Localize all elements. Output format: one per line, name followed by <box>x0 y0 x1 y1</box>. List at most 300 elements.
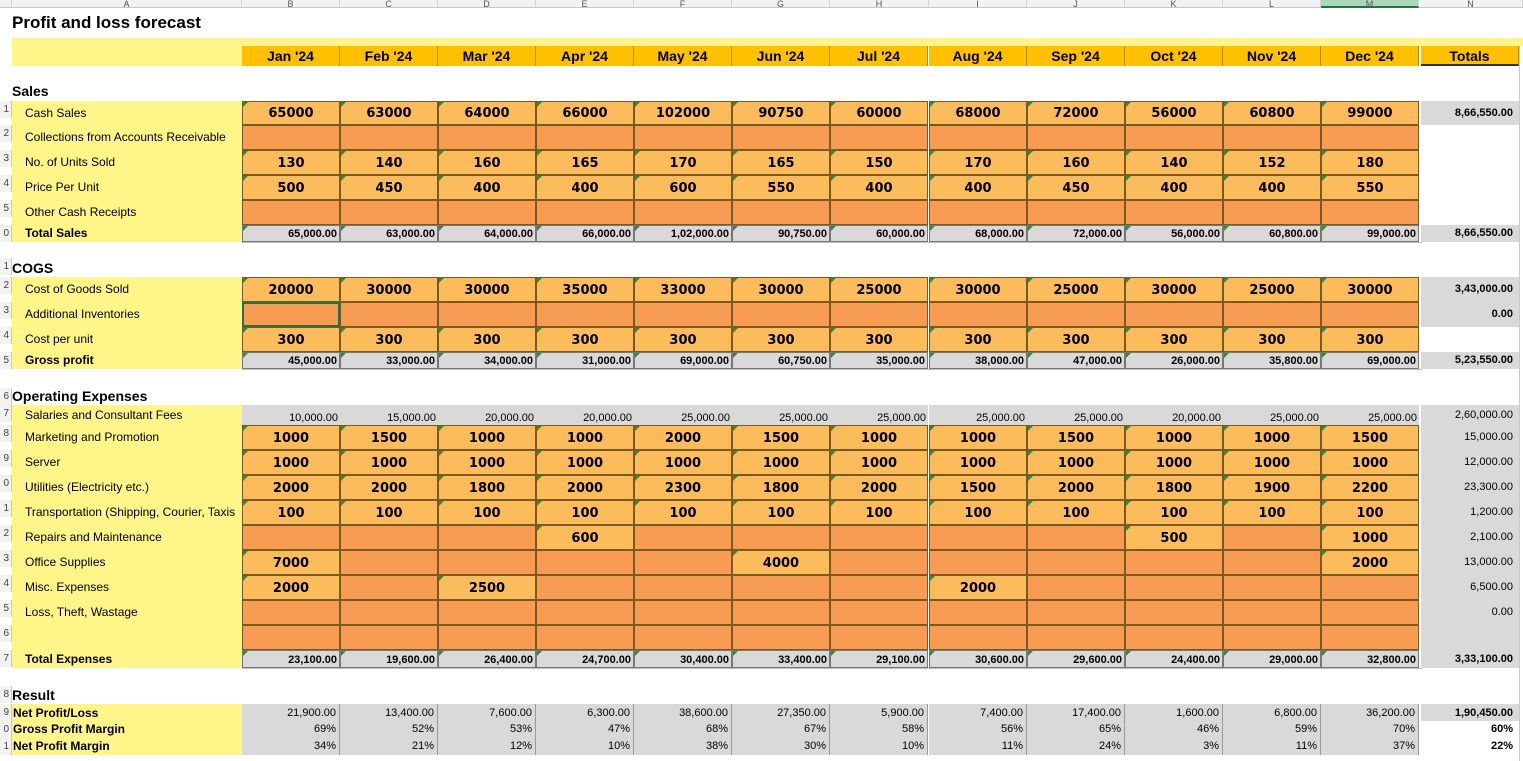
cell-repairs-6[interactable] <box>830 525 928 550</box>
cell-total_sales-4[interactable]: 1,02,000.00 <box>634 225 732 242</box>
cell-collections-9[interactable] <box>1125 125 1223 150</box>
cell-other_cash-5[interactable] <box>732 200 830 225</box>
cell-misc-1[interactable] <box>340 575 438 600</box>
cell-total_exp-8[interactable]: 29,600.00 <box>1027 650 1125 668</box>
cell-total_exp-11[interactable]: 32,800.00 <box>1321 650 1419 668</box>
cell-collections-10[interactable] <box>1223 125 1321 150</box>
cell-misc-10[interactable] <box>1223 575 1321 600</box>
cell-add_inv-6[interactable] <box>830 302 928 327</box>
cell-gross_profit-6[interactable]: 35,000.00 <box>830 352 928 369</box>
cell-np_margin-11[interactable]: 37% <box>1321 738 1419 755</box>
cell-repairs-5[interactable] <box>732 525 830 550</box>
cell-units_sold-6[interactable]: 150 <box>830 150 928 175</box>
cell-np_margin-4[interactable]: 38% <box>634 738 732 755</box>
cell-other_cash-2[interactable] <box>438 200 536 225</box>
cell-cogs_sold-7[interactable]: 30000 <box>929 277 1027 302</box>
cell-utilities-5[interactable]: 1800 <box>732 475 830 500</box>
row-number[interactable]: 3 <box>0 302 12 319</box>
cell-server-10[interactable]: 1000 <box>1223 450 1321 475</box>
cell-np_margin-7[interactable]: 11% <box>929 738 1027 755</box>
cell-units_sold-7[interactable]: 170 <box>929 150 1027 175</box>
cell-collections-11[interactable] <box>1321 125 1419 150</box>
cell-transport-7[interactable]: 100 <box>929 500 1027 525</box>
cell-blank-5[interactable] <box>732 625 830 650</box>
cell-collections-4[interactable] <box>634 125 732 150</box>
cell-total_sales-6[interactable]: 60,000.00 <box>830 225 928 242</box>
row-number[interactable]: 5 <box>0 600 12 617</box>
cell-gp_margin-6[interactable]: 58% <box>830 721 928 738</box>
cell-repairs-8[interactable] <box>1027 525 1125 550</box>
cell-loss-5[interactable] <box>732 600 830 625</box>
cell-net_profit-10[interactable]: 6,800.00 <box>1223 704 1321 722</box>
cell-other_cash-0[interactable] <box>242 200 340 225</box>
cell-cost_unit-3[interactable]: 300 <box>536 327 634 352</box>
cell-net_profit-8[interactable]: 17,400.00 <box>1027 704 1125 722</box>
cell-total_exp-3[interactable]: 24,700.00 <box>536 650 634 668</box>
cell-marketing-6[interactable]: 1000 <box>830 425 928 450</box>
cell-server-1[interactable]: 1000 <box>340 450 438 475</box>
cell-salaries-2[interactable]: 20,000.00 <box>438 405 536 425</box>
cell-cost_unit-1[interactable]: 300 <box>340 327 438 352</box>
cell-cost_unit-0[interactable]: 300 <box>242 327 340 352</box>
cell-collections-8[interactable] <box>1027 125 1125 150</box>
cell-units_sold-3[interactable]: 165 <box>536 150 634 175</box>
cell-transport-5[interactable]: 100 <box>732 500 830 525</box>
cell-blank-1[interactable] <box>340 625 438 650</box>
cell-utilities-11[interactable]: 2200 <box>1321 475 1419 500</box>
cell-np_margin-6[interactable]: 10% <box>830 738 928 755</box>
total-salaries[interactable]: 2,60,000.00 <box>1421 405 1519 425</box>
cell-net_profit-11[interactable]: 36,200.00 <box>1321 704 1419 722</box>
cell-np_margin-10[interactable]: 11% <box>1223 738 1321 755</box>
cell-loss-3[interactable] <box>536 600 634 625</box>
total-net_profit[interactable]: 1,90,450.00 <box>1421 704 1519 722</box>
cell-loss-1[interactable] <box>340 600 438 625</box>
month-header-7[interactable]: Aug '24 <box>929 46 1027 66</box>
cell-office-1[interactable] <box>340 550 438 575</box>
cell-office-0[interactable]: 7000 <box>242 550 340 575</box>
cell-transport-9[interactable]: 100 <box>1125 500 1223 525</box>
cell-cost_unit-9[interactable]: 300 <box>1125 327 1223 352</box>
cell-marketing-1[interactable]: 1500 <box>340 425 438 450</box>
cell-cash_sales-11[interactable]: 99000 <box>1321 101 1419 125</box>
cell-other_cash-11[interactable] <box>1321 200 1419 225</box>
cell-cogs_sold-4[interactable]: 33000 <box>634 277 732 302</box>
row-number[interactable]: 7 <box>0 405 12 422</box>
cell-gross_profit-3[interactable]: 31,000.00 <box>536 352 634 369</box>
cell-np_margin-9[interactable]: 3% <box>1125 738 1223 755</box>
column-header-F[interactable]: F <box>634 0 732 8</box>
cell-loss-9[interactable] <box>1125 600 1223 625</box>
cell-salaries-0[interactable]: 10,000.00 <box>242 405 340 425</box>
cell-add_inv-4[interactable] <box>634 302 732 327</box>
cell-collections-7[interactable] <box>929 125 1027 150</box>
total-np_margin[interactable]: 22% <box>1421 738 1519 755</box>
cell-cost_unit-6[interactable]: 300 <box>830 327 928 352</box>
cell-cogs_sold-6[interactable]: 25000 <box>830 277 928 302</box>
cell-salaries-4[interactable]: 25,000.00 <box>634 405 732 425</box>
cell-cash_sales-2[interactable]: 64000 <box>438 101 536 125</box>
cell-total_sales-0[interactable]: 65,000.00 <box>242 225 340 242</box>
cell-blank-3[interactable] <box>536 625 634 650</box>
cell-gp_margin-7[interactable]: 56% <box>929 721 1027 738</box>
cell-transport-1[interactable]: 100 <box>340 500 438 525</box>
cell-units_sold-10[interactable]: 152 <box>1223 150 1321 175</box>
cell-transport-0[interactable]: 100 <box>242 500 340 525</box>
cell-other_cash-9[interactable] <box>1125 200 1223 225</box>
cell-np_margin-1[interactable]: 21% <box>340 738 438 755</box>
cell-add_inv-11[interactable] <box>1321 302 1419 327</box>
cell-transport-2[interactable]: 100 <box>438 500 536 525</box>
cell-repairs-4[interactable] <box>634 525 732 550</box>
cell-utilities-8[interactable]: 2000 <box>1027 475 1125 500</box>
month-header-11[interactable]: Dec '24 <box>1321 46 1419 66</box>
row-number[interactable]: 5 <box>0 200 12 217</box>
cell-collections-3[interactable] <box>536 125 634 150</box>
cell-office-3[interactable] <box>536 550 634 575</box>
cell-cogs_sold-1[interactable]: 30000 <box>340 277 438 302</box>
cell-transport-6[interactable]: 100 <box>830 500 928 525</box>
cell-cash_sales-8[interactable]: 72000 <box>1027 101 1125 125</box>
cell-salaries-1[interactable]: 15,000.00 <box>340 405 438 425</box>
cell-gross_profit-5[interactable]: 60,750.00 <box>732 352 830 369</box>
total-other_cash[interactable] <box>1421 200 1519 225</box>
cell-utilities-1[interactable]: 2000 <box>340 475 438 500</box>
cell-add_inv-10[interactable] <box>1223 302 1321 327</box>
column-header-I[interactable]: I <box>929 0 1027 8</box>
cell-total_exp-10[interactable]: 29,000.00 <box>1223 650 1321 668</box>
month-header-2[interactable]: Mar '24 <box>438 46 536 66</box>
cell-transport-3[interactable]: 100 <box>536 500 634 525</box>
cell-utilities-9[interactable]: 1800 <box>1125 475 1223 500</box>
cell-total_exp-0[interactable]: 23,100.00 <box>242 650 340 668</box>
cell-salaries-5[interactable]: 25,000.00 <box>732 405 830 425</box>
cell-misc-11[interactable] <box>1321 575 1419 600</box>
cell-net_profit-2[interactable]: 7,600.00 <box>438 704 536 722</box>
cell-loss-8[interactable] <box>1027 600 1125 625</box>
column-header-K[interactable]: K <box>1125 0 1223 8</box>
row-number[interactable]: 9 <box>0 704 12 721</box>
cell-utilities-2[interactable]: 1800 <box>438 475 536 500</box>
cell-total_sales-9[interactable]: 56,000.00 <box>1125 225 1223 242</box>
cell-loss-4[interactable] <box>634 600 732 625</box>
cell-loss-2[interactable] <box>438 600 536 625</box>
cell-cost_unit-2[interactable]: 300 <box>438 327 536 352</box>
cell-server-3[interactable]: 1000 <box>536 450 634 475</box>
total-repairs[interactable]: 2,100.00 <box>1421 525 1519 550</box>
cell-total_exp-4[interactable]: 30,400.00 <box>634 650 732 668</box>
cell-marketing-4[interactable]: 2000 <box>634 425 732 450</box>
total-cost_unit[interactable] <box>1421 327 1519 352</box>
row-number[interactable]: 2 <box>0 125 12 142</box>
row-number[interactable]: 7 <box>0 650 12 667</box>
column-header-D[interactable]: D <box>438 0 536 8</box>
cell-price_unit-6[interactable]: 400 <box>830 175 928 200</box>
month-header-10[interactable]: Nov '24 <box>1223 46 1321 66</box>
cell-gp_margin-2[interactable]: 53% <box>438 721 536 738</box>
cell-cash_sales-4[interactable]: 102000 <box>634 101 732 125</box>
month-header-4[interactable]: May '24 <box>634 46 732 66</box>
row-number[interactable]: 8 <box>0 425 12 442</box>
cell-cogs_sold-3[interactable]: 35000 <box>536 277 634 302</box>
cell-gp_margin-8[interactable]: 65% <box>1027 721 1125 738</box>
total-price_unit[interactable] <box>1421 175 1519 200</box>
cell-units_sold-4[interactable]: 170 <box>634 150 732 175</box>
cell-cogs_sold-0[interactable]: 20000 <box>242 277 340 302</box>
cell-net_profit-5[interactable]: 27,350.00 <box>732 704 830 722</box>
cell-salaries-3[interactable]: 20,000.00 <box>536 405 634 425</box>
column-header-L[interactable]: L <box>1223 0 1321 8</box>
cell-cost_unit-8[interactable]: 300 <box>1027 327 1125 352</box>
month-header-0[interactable]: Jan '24 <box>242 46 340 66</box>
month-header-8[interactable]: Sep '24 <box>1027 46 1125 66</box>
cell-units_sold-11[interactable]: 180 <box>1321 150 1419 175</box>
cell-repairs-1[interactable] <box>340 525 438 550</box>
cell-add_inv-9[interactable] <box>1125 302 1223 327</box>
cell-office-6[interactable] <box>830 550 928 575</box>
cell-server-9[interactable]: 1000 <box>1125 450 1223 475</box>
cell-price_unit-10[interactable]: 400 <box>1223 175 1321 200</box>
row-number[interactable]: 4 <box>0 327 12 344</box>
total-total_sales[interactable]: 8,66,550.00 <box>1421 225 1519 242</box>
cell-cash_sales-6[interactable]: 60000 <box>830 101 928 125</box>
cell-net_profit-4[interactable]: 38,600.00 <box>634 704 732 722</box>
column-header-C[interactable]: C <box>340 0 438 8</box>
cell-gp_margin-1[interactable]: 52% <box>340 721 438 738</box>
cell-blank-0[interactable] <box>242 625 340 650</box>
cell-other_cash-8[interactable] <box>1027 200 1125 225</box>
cell-marketing-3[interactable]: 1000 <box>536 425 634 450</box>
cell-total_sales-2[interactable]: 64,000.00 <box>438 225 536 242</box>
cell-blank-7[interactable] <box>929 625 1027 650</box>
cell-repairs-3[interactable]: 600 <box>536 525 634 550</box>
cell-office-8[interactable] <box>1027 550 1125 575</box>
cell-cogs_sold-2[interactable]: 30000 <box>438 277 536 302</box>
cell-repairs-9[interactable]: 500 <box>1125 525 1223 550</box>
cell-transport-4[interactable]: 100 <box>634 500 732 525</box>
cell-misc-8[interactable] <box>1027 575 1125 600</box>
cell-loss-7[interactable] <box>929 600 1027 625</box>
cell-gross_profit-1[interactable]: 33,000.00 <box>340 352 438 369</box>
row-number[interactable]: 3 <box>0 550 12 567</box>
cell-marketing-2[interactable]: 1000 <box>438 425 536 450</box>
total-server[interactable]: 12,000.00 <box>1421 450 1519 475</box>
cell-total_exp-6[interactable]: 29,100.00 <box>830 650 928 668</box>
row-number[interactable]: 4 <box>0 575 12 592</box>
cell-cogs_sold-8[interactable]: 25000 <box>1027 277 1125 302</box>
column-header-H[interactable]: H <box>830 0 929 8</box>
cell-units_sold-8[interactable]: 160 <box>1027 150 1125 175</box>
cell-misc-3[interactable] <box>536 575 634 600</box>
row-number[interactable]: 1 <box>0 500 12 517</box>
cell-repairs-10[interactable] <box>1223 525 1321 550</box>
cell-utilities-0[interactable]: 2000 <box>242 475 340 500</box>
cell-server-11[interactable]: 1000 <box>1321 450 1419 475</box>
cell-units_sold-0[interactable]: 130 <box>242 150 340 175</box>
cell-salaries-10[interactable]: 25,000.00 <box>1223 405 1321 425</box>
cell-units_sold-2[interactable]: 160 <box>438 150 536 175</box>
cell-utilities-6[interactable]: 2000 <box>830 475 928 500</box>
cell-net_profit-9[interactable]: 1,600.00 <box>1125 704 1223 722</box>
cell-marketing-7[interactable]: 1000 <box>929 425 1027 450</box>
cell-collections-2[interactable] <box>438 125 536 150</box>
row-number[interactable]: 0 <box>0 225 12 242</box>
cell-repairs-11[interactable]: 1000 <box>1321 525 1419 550</box>
cell-np_margin-2[interactable]: 12% <box>438 738 536 755</box>
cell-other_cash-3[interactable] <box>536 200 634 225</box>
cell-gross_profit-10[interactable]: 35,800.00 <box>1223 352 1321 369</box>
cell-collections-6[interactable] <box>830 125 928 150</box>
cell-add_inv-0[interactable] <box>242 302 340 327</box>
cell-gp_margin-11[interactable]: 70% <box>1321 721 1419 738</box>
cell-server-7[interactable]: 1000 <box>929 450 1027 475</box>
cell-net_profit-1[interactable]: 13,400.00 <box>340 704 438 722</box>
cell-total_sales-1[interactable]: 63,000.00 <box>340 225 438 242</box>
total-cogs_sold[interactable]: 3,43,000.00 <box>1421 277 1519 302</box>
cell-gp_margin-10[interactable]: 59% <box>1223 721 1321 738</box>
column-header-G[interactable]: G <box>732 0 830 8</box>
cell-transport-11[interactable]: 100 <box>1321 500 1419 525</box>
row-number[interactable]: 3 <box>0 150 12 167</box>
cell-price_unit-0[interactable]: 500 <box>242 175 340 200</box>
cell-marketing-0[interactable]: 1000 <box>242 425 340 450</box>
cell-marketing-9[interactable]: 1000 <box>1125 425 1223 450</box>
column-header-B[interactable]: B <box>242 0 340 8</box>
month-header-5[interactable]: Jun '24 <box>732 46 830 66</box>
cell-cost_unit-4[interactable]: 300 <box>634 327 732 352</box>
cell-total_sales-11[interactable]: 99,000.00 <box>1321 225 1419 242</box>
cell-total_sales-8[interactable]: 72,000.00 <box>1027 225 1125 242</box>
cell-utilities-10[interactable]: 1900 <box>1223 475 1321 500</box>
cell-price_unit-8[interactable]: 450 <box>1027 175 1125 200</box>
row-number[interactable]: 2 <box>0 277 12 294</box>
cell-server-5[interactable]: 1000 <box>732 450 830 475</box>
cell-collections-5[interactable] <box>732 125 830 150</box>
cell-repairs-7[interactable] <box>929 525 1027 550</box>
cell-cost_unit-5[interactable]: 300 <box>732 327 830 352</box>
cell-office-10[interactable] <box>1223 550 1321 575</box>
cell-salaries-9[interactable]: 20,000.00 <box>1125 405 1223 425</box>
cell-server-8[interactable]: 1000 <box>1027 450 1125 475</box>
cell-price_unit-11[interactable]: 550 <box>1321 175 1419 200</box>
cell-office-11[interactable]: 2000 <box>1321 550 1419 575</box>
cell-blank-8[interactable] <box>1027 625 1125 650</box>
total-add_inv[interactable]: 0.00 <box>1421 302 1519 327</box>
cell-gp_margin-4[interactable]: 68% <box>634 721 732 738</box>
cell-server-0[interactable]: 1000 <box>242 450 340 475</box>
cell-total_exp-5[interactable]: 33,400.00 <box>732 650 830 668</box>
cell-salaries-8[interactable]: 25,000.00 <box>1027 405 1125 425</box>
cell-gp_margin-9[interactable]: 46% <box>1125 721 1223 738</box>
total-misc[interactable]: 6,500.00 <box>1421 575 1519 600</box>
cell-blank-9[interactable] <box>1125 625 1223 650</box>
cell-cogs_sold-9[interactable]: 30000 <box>1125 277 1223 302</box>
cell-cost_unit-11[interactable]: 300 <box>1321 327 1419 352</box>
cell-salaries-7[interactable]: 25,000.00 <box>929 405 1027 425</box>
cell-marketing-5[interactable]: 1500 <box>732 425 830 450</box>
cell-blank-11[interactable] <box>1321 625 1419 650</box>
total-gross_profit[interactable]: 5,23,550.00 <box>1421 352 1519 369</box>
cell-other_cash-6[interactable] <box>830 200 928 225</box>
cell-price_unit-1[interactable]: 450 <box>340 175 438 200</box>
cell-gp_margin-0[interactable]: 69% <box>242 721 340 738</box>
cell-salaries-11[interactable]: 25,000.00 <box>1321 405 1419 425</box>
cell-cogs_sold-10[interactable]: 25000 <box>1223 277 1321 302</box>
cell-cogs_sold-5[interactable]: 30000 <box>732 277 830 302</box>
cell-cash_sales-1[interactable]: 63000 <box>340 101 438 125</box>
cell-server-4[interactable]: 1000 <box>634 450 732 475</box>
cell-office-4[interactable] <box>634 550 732 575</box>
cell-other_cash-7[interactable] <box>929 200 1027 225</box>
cell-office-5[interactable]: 4000 <box>732 550 830 575</box>
cell-misc-0[interactable]: 2000 <box>242 575 340 600</box>
cell-server-6[interactable]: 1000 <box>830 450 928 475</box>
cell-repairs-0[interactable] <box>242 525 340 550</box>
cell-misc-7[interactable]: 2000 <box>929 575 1027 600</box>
row-number[interactable]: 6 <box>0 625 12 642</box>
cell-utilities-7[interactable]: 1500 <box>929 475 1027 500</box>
cell-net_profit-3[interactable]: 6,300.00 <box>536 704 634 722</box>
cell-price_unit-5[interactable]: 550 <box>732 175 830 200</box>
cell-misc-2[interactable]: 2500 <box>438 575 536 600</box>
cell-salaries-6[interactable]: 25,000.00 <box>830 405 928 425</box>
cell-price_unit-4[interactable]: 600 <box>634 175 732 200</box>
cell-blank-2[interactable] <box>438 625 536 650</box>
cell-np_margin-3[interactable]: 10% <box>536 738 634 755</box>
cell-marketing-8[interactable]: 1500 <box>1027 425 1125 450</box>
total-office[interactable]: 13,000.00 <box>1421 550 1519 575</box>
cell-cash_sales-9[interactable]: 56000 <box>1125 101 1223 125</box>
cell-np_margin-8[interactable]: 24% <box>1027 738 1125 755</box>
cell-cost_unit-10[interactable]: 300 <box>1223 327 1321 352</box>
cell-add_inv-7[interactable] <box>929 302 1027 327</box>
cell-cash_sales-5[interactable]: 90750 <box>732 101 830 125</box>
cell-np_margin-0[interactable]: 34% <box>242 738 340 755</box>
total-marketing[interactable]: 15,000.00 <box>1421 425 1519 450</box>
cell-misc-9[interactable] <box>1125 575 1223 600</box>
totals-header[interactable]: Totals <box>1421 46 1519 66</box>
cell-total_sales-3[interactable]: 66,000.00 <box>536 225 634 242</box>
cell-loss-0[interactable] <box>242 600 340 625</box>
cell-gross_profit-8[interactable]: 47,000.00 <box>1027 352 1125 369</box>
cell-gross_profit-0[interactable]: 45,000.00 <box>242 352 340 369</box>
row-number[interactable]: 1 <box>0 101 12 118</box>
cell-loss-6[interactable] <box>830 600 928 625</box>
total-loss[interactable]: 0.00 <box>1421 600 1519 625</box>
row-number[interactable]: 5 <box>0 352 12 369</box>
cell-loss-10[interactable] <box>1223 600 1321 625</box>
total-total_exp[interactable]: 3,33,100.00 <box>1421 650 1519 668</box>
cell-transport-8[interactable]: 100 <box>1027 500 1125 525</box>
cell-total_sales-7[interactable]: 68,000.00 <box>929 225 1027 242</box>
month-header-1[interactable]: Feb '24 <box>340 46 438 66</box>
cell-collections-0[interactable] <box>242 125 340 150</box>
cell-other_cash-10[interactable] <box>1223 200 1321 225</box>
cell-misc-4[interactable] <box>634 575 732 600</box>
cell-misc-5[interactable] <box>732 575 830 600</box>
cell-gross_profit-11[interactable]: 69,000.00 <box>1321 352 1419 369</box>
row-number[interactable]: 1 <box>0 258 12 275</box>
cell-net_profit-7[interactable]: 7,400.00 <box>929 704 1027 722</box>
row-number[interactable]: 0 <box>0 475 12 492</box>
total-gp_margin[interactable]: 60% <box>1421 721 1519 738</box>
cell-gross_profit-7[interactable]: 38,000.00 <box>929 352 1027 369</box>
total-cash_sales[interactable]: 8,66,550.00 <box>1421 101 1519 125</box>
cell-units_sold-5[interactable]: 165 <box>732 150 830 175</box>
total-utilities[interactable]: 23,300.00 <box>1421 475 1519 500</box>
row-number[interactable]: 1 <box>0 738 12 755</box>
cell-gp_margin-5[interactable]: 67% <box>732 721 830 738</box>
